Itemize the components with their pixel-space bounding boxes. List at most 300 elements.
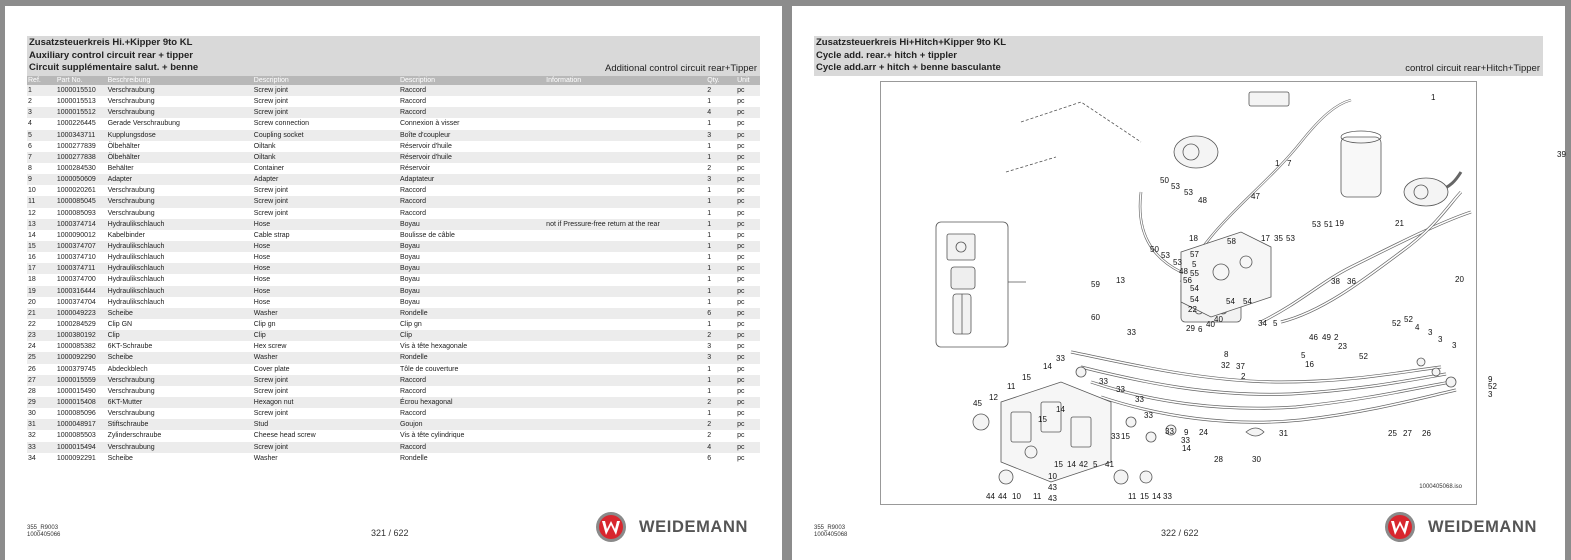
cell-beschreibung: Clip GN [107,320,133,328]
table-row [27,252,760,263]
cell-qty: 2 [707,164,712,172]
cell-part-no: 1000092290 [56,354,96,362]
cell-beschreibung: Scheibe [107,454,133,462]
cell-qty: 1 [707,265,712,273]
callout-label: 14 [1056,405,1065,414]
cell-information [545,308,706,319]
callout-label: 14 [1067,460,1076,469]
cell-description-en: Screw joint [253,198,288,206]
cell-qty: 1 [707,209,712,217]
cell-qty: 1 [707,220,712,228]
cell-beschreibung: Zylinderschraube [107,432,162,440]
callout-label: 46 [1309,333,1318,342]
callout-label: 21 [1395,219,1404,228]
cell-unit: pc [737,276,745,284]
col-ref: Ref. [28,77,41,84]
cell-qty: 2 [707,398,712,406]
callout-label: 5 [1273,319,1278,328]
callout-label: 5 [1301,351,1306,360]
page-header [814,36,1543,76]
cell-qty: 1 [707,98,712,106]
cell-information [545,319,706,330]
cell-beschreibung: Scheibe [107,309,133,317]
cell-unit: pc [737,421,745,429]
callout-label: 53 [1161,251,1170,260]
table-row [27,163,760,174]
callout-label: 53 [1286,234,1295,243]
cell-ref: 34 [28,454,36,462]
cell-part-no: 1000015513 [56,98,96,106]
cell-description-en: Container [253,164,285,172]
cell-information [545,163,706,174]
table-row [27,118,760,129]
callout-label: 53 [1184,188,1193,197]
cell-description-en: Screw joint [253,443,288,451]
cell-qty: 6 [707,454,712,462]
callout-label: 16 [1305,360,1314,369]
cell-description-fr: Raccord [399,376,427,384]
table-row [27,375,760,386]
cell-part-no: 1000092291 [56,454,96,462]
table-row [27,274,760,285]
callout-label: 33 [1099,377,1108,386]
cell-ref: 3 [28,109,32,117]
table-row [27,230,760,241]
cell-description-en: Coupling socket [253,131,304,139]
cell-ref: 27 [28,376,36,384]
callout-label: 31 [1279,429,1288,438]
cell-qty: 2 [707,332,712,340]
title-de: Zusatzsteuerkreis Hi.+Kipper 9to KL [29,37,193,48]
callout-label: 11 [1128,492,1137,501]
callout-label: 14 [1182,444,1191,453]
cell-part-no: 1000015559 [56,376,96,384]
cell-description-en: Screw joint [253,187,288,195]
callout-label: 19 [1335,219,1344,228]
callout-label: 12 [989,393,998,402]
callout-label: 33 [1056,354,1065,363]
cell-unit: pc [737,254,745,262]
cell-description-en: Oiltank [253,153,276,161]
cell-information [545,274,706,285]
cell-qty: 3 [707,354,712,362]
footer-doc-number: 1000405068 [814,532,848,538]
cell-part-no: 1000049223 [56,309,96,317]
cell-qty: 2 [707,87,712,94]
callout-label: 11 [1033,492,1042,501]
cell-part-no: 1000085093 [56,209,96,217]
cell-qty: 1 [707,276,712,284]
cell-description-en: Cable strap [253,231,290,239]
cell-information [545,386,706,397]
cell-beschreibung: Verschraubung [107,87,155,94]
cell-information [545,341,706,352]
weidemann-logo-icon [595,511,627,543]
cell-information [545,230,706,241]
table-row [27,208,760,219]
cell-unit: pc [737,220,745,228]
callout-label: 9 [1184,428,1189,437]
table-row [27,96,760,107]
table-row [27,263,760,274]
callout-label: 37 [1236,362,1245,371]
cell-ref: 17 [28,265,36,273]
cell-description-fr: Vis à tête hexagonale [399,343,468,351]
cell-information [545,364,706,375]
table-row [27,196,760,207]
cell-beschreibung: Ölbehälter [107,142,140,150]
table-row [27,330,760,341]
cell-beschreibung: Verschraubung [107,376,155,384]
table-row [27,107,760,118]
cell-unit: pc [737,332,745,340]
cell-qty: 3 [707,131,712,139]
col-unit: Unit [737,77,750,84]
cell-beschreibung: Adapter [107,176,133,184]
cell-unit: pc [737,176,745,184]
cell-part-no: 1000284530 [56,164,96,172]
callout-label: 32 [1221,361,1230,370]
cell-beschreibung: Verschraubung [107,209,155,217]
callout-label: 1 [1275,159,1280,168]
title-en: Cycle add. rear.+ hitch + tippler [816,49,957,61]
callout-label: 10 [1012,492,1021,501]
table-row [27,453,760,464]
col-qty: Qty. [707,77,720,84]
cell-ref: 25 [28,354,36,362]
callout-label: 34 [1258,319,1267,328]
cell-ref: 10 [28,187,36,195]
callout-label: 57 [1190,250,1199,259]
callout-label: 48 [1179,267,1188,276]
page-subtitle: control circuit rear+Hitch+Tipper [1405,63,1540,74]
table-row [27,219,760,230]
cell-unit: pc [737,387,745,395]
callout-label: 43 [1048,494,1057,503]
table-row [27,130,760,141]
page-number: 321 / 622 [371,528,409,538]
cell-description-en: Cover plate [253,365,290,373]
cell-description-fr: Clip [399,332,413,340]
exploded-parts-diagram [880,81,1566,505]
callout-label: 54 [1190,295,1199,304]
callout-label: 14 [1043,362,1052,371]
cell-unit: pc [737,120,745,128]
weidemann-logo-icon [1384,511,1416,543]
cell-description-en: Screw joint [253,410,288,418]
cell-beschreibung: Clip [107,332,120,340]
footer-code [27,525,60,539]
cell-part-no: 1000277838 [56,153,96,161]
callout-label: 3 [1488,390,1493,399]
cell-description-fr: Connexion à visser [399,120,460,128]
cell-qty: 3 [707,343,712,351]
cell-beschreibung: Hydraulikschlauch [107,298,165,306]
cell-beschreibung: Verschraubung [107,443,155,451]
cell-qty: 1 [707,376,712,384]
brand-name: WEIDEMANN [639,517,748,536]
cell-description-fr: Réservoir d'huile [399,153,452,161]
cell-description-fr: Raccord [399,410,427,418]
title-de: Zusatzsteuerkreis Hi+Hitch+Kipper 9to KL [816,37,1007,48]
cell-description-fr: Vis à tête cylindrique [399,432,465,440]
callout-label: 36 [1347,277,1356,286]
cell-part-no: 1000374714 [56,220,96,228]
hydraulic-circuit-drawing [881,82,1566,506]
cell-description-fr: Goujon [399,421,423,429]
cell-part-no: 1000015494 [56,443,96,451]
callout-label: 30 [1252,455,1261,464]
brand-logo [1384,511,1537,543]
cell-unit: pc [737,142,745,150]
cell-ref: 20 [28,298,36,306]
cell-description-fr: Boyau [399,220,420,228]
callout-label: 53 [1171,182,1180,191]
callout-label: 7 [1287,159,1292,168]
cell-unit: pc [737,242,745,250]
cell-qty: 2 [707,432,712,440]
callout-label: 54 [1190,284,1199,293]
cell-ref: 24 [28,343,36,351]
cell-description-en: Washer [253,454,278,462]
cell-qty: 1 [707,120,712,128]
cell-description-en: Hose [253,254,271,262]
cell-unit: pc [737,164,745,172]
diagram-code: 1000405068.iso [1419,484,1462,490]
cell-description-en: Adapter [253,176,279,184]
callout-label: 43 [1048,483,1057,492]
parts-table [27,76,760,464]
cell-beschreibung: Kupplungsdose [107,131,156,139]
callout-label: 33 [1144,411,1153,420]
cell-part-no: 1000048917 [56,421,96,429]
callout-label: 5 [1192,260,1197,269]
table-row [27,297,760,308]
callout-label: 3 [1438,335,1443,344]
callout-label: 53 [1173,258,1182,267]
cell-ref: 21 [28,309,36,317]
cell-description-fr: Tôle de couverture [399,365,459,373]
footer-doc-number: 1000405066 [27,532,61,538]
cell-description-fr: Boyau [399,287,420,295]
cell-description-fr: Raccord [399,387,427,395]
cell-ref: 11 [28,198,36,206]
cell-unit: pc [737,209,745,217]
cell-information [545,107,706,118]
callout-label: 54 [1243,297,1252,306]
cell-part-no: 1000374707 [56,242,96,250]
cell-information [545,185,706,196]
cell-information [545,263,706,274]
title-en: Auxiliary control circuit rear + tipper [29,49,193,61]
cell-unit: pc [737,320,745,328]
callout-label: 45 [973,399,982,408]
cell-unit: pc [737,198,745,206]
cell-description-en: Screw joint [253,376,288,384]
col-beschreibung: Beschreibung [107,77,151,84]
table-row [27,241,760,252]
col-information: Information [546,77,582,84]
cell-information [545,297,706,308]
footer-model: 355_R9003 [27,525,59,531]
callout-label: 40 [1214,315,1223,324]
cell-description-en: Hose [253,276,271,284]
callout-label: 56 [1183,276,1192,285]
cell-ref: 5 [28,131,32,139]
cell-beschreibung: Kabelbinder [107,231,145,239]
cell-unit: pc [737,398,745,406]
cell-beschreibung: Ölbehälter [107,153,140,161]
cell-unit: pc [737,309,745,317]
cell-ref: 4 [28,120,32,128]
callout-label: 33 [1135,395,1144,404]
cell-unit: pc [737,187,745,195]
cell-ref: 14 [28,231,36,239]
cell-part-no: 1000015510 [56,87,96,94]
callout-label: 33 [1111,432,1120,441]
cell-beschreibung: Verschraubung [107,410,155,418]
callout-label: 13 [1116,276,1125,285]
cell-qty: 1 [707,410,712,418]
callout-label: 33 [1127,328,1136,337]
cell-qty: 2 [707,421,712,429]
cell-beschreibung: Verschraubung [107,187,155,195]
cell-unit: pc [737,131,745,139]
cell-description-fr: Boyau [399,242,420,250]
cell-ref: 19 [28,287,36,295]
callout-label: 27 [1403,429,1412,438]
cell-information [545,141,706,152]
cell-qty: 1 [707,153,712,161]
cell-part-no: 1000374704 [56,298,96,306]
page-header [27,36,760,76]
callout-label: 28 [1214,455,1223,464]
cell-description-en: Stud [253,421,269,429]
cell-beschreibung: 6KT-Schraube [107,343,153,351]
callout-label: 59 [1091,280,1100,289]
cell-ref: 6 [28,142,32,150]
cell-qty: 1 [707,287,712,295]
cell-information [545,96,706,107]
cell-ref: 7 [28,153,32,161]
cell-qty: 1 [707,242,712,250]
cell-ref: 16 [28,254,36,262]
cell-information [545,208,706,219]
cell-description-en: Hose [253,242,271,250]
table-row [27,364,760,375]
brand-logo [595,511,748,543]
cell-unit: pc [737,432,745,440]
cell-part-no: 1000374711 [56,265,96,273]
cell-information [545,174,706,185]
cell-description-en: Hose [253,265,271,273]
table-header [27,76,760,85]
cell-description-fr: Raccord [399,443,427,451]
cell-part-no: 1000284529 [56,320,96,328]
title-fr: Cycle add.arr + hitch + benne basculante [816,62,1001,73]
callout-label: 52 [1488,382,1497,391]
cell-description-en: Screw joint [253,109,288,117]
table-body [27,85,760,464]
callout-label: 11 [1007,382,1016,391]
cell-information [545,130,706,141]
cell-ref: 12 [28,209,36,217]
cell-ref: 30 [28,410,36,418]
cell-beschreibung: Scheibe [107,354,133,362]
page-321 [5,6,782,560]
cell-description-fr: Boyau [399,254,420,262]
callout-label: 33 [1163,492,1172,501]
callout-label: 55 [1190,269,1199,278]
callout-label: 52 [1359,352,1368,361]
cell-unit: pc [737,454,745,462]
cell-qty: 4 [707,109,712,117]
cell-ref: 33 [28,443,36,451]
brand-name: WEIDEMANN [1428,517,1537,536]
cell-unit: pc [737,365,745,373]
callout-label: 26 [1422,429,1431,438]
cell-description-en: Washer [253,309,278,317]
cell-ref: 15 [28,242,36,250]
col-description-fr: Description [399,77,435,84]
callout-label: 53 [1312,220,1321,229]
cell-description-fr: Rondelle [399,454,428,462]
cell-description-fr: Clip gn [399,320,422,328]
cell-unit: pc [737,443,745,451]
table-row [27,141,760,152]
col-description-en: Description [253,77,289,84]
cell-information [545,352,706,363]
table-row [27,352,760,363]
table-row [27,386,760,397]
cell-description-en: Cheese head screw [253,432,316,440]
callout-label: 17 [1261,234,1270,243]
cell-beschreibung: Abdeckblech [107,365,148,373]
cell-unit: pc [737,265,745,273]
cell-beschreibung: Hydraulikschlauch [107,287,165,295]
cell-description-en: Screw joint [253,98,288,106]
callout-label: 35 [1274,234,1283,243]
cell-ref: 29 [28,398,36,406]
callout-label: 60 [1091,313,1100,322]
table-row [27,430,760,441]
cell-description-en: Screw joint [253,87,288,94]
cell-part-no: 1000020261 [56,187,96,195]
callout-label: 41 [1105,460,1114,469]
callout-label: 39 [1557,150,1566,159]
cell-ref: 23 [28,332,36,340]
cell-description-fr: Raccord [399,187,427,195]
callout-label: 52 [1392,319,1401,328]
cell-beschreibung: Behälter [107,164,134,172]
cell-ref: 9 [28,176,32,184]
cell-part-no: 1000380192 [56,332,96,340]
callout-label: 2 [1334,333,1339,342]
cell-information [545,397,706,408]
callout-label: 40 [1206,320,1215,329]
cell-description-en: Hose [253,220,271,228]
cell-qty: 1 [707,142,712,150]
cell-part-no: 1000277839 [56,142,96,150]
cell-information [545,252,706,263]
col-part-no: Part No. [56,77,83,84]
callout-label: 33 [1165,427,1174,436]
callout-label: 20 [1455,275,1464,284]
callout-label: 15 [1038,415,1047,424]
callout-label: 54 [1226,297,1235,306]
callout-label: 6 [1198,325,1203,334]
cell-beschreibung: 6KT-Mutter [107,398,143,406]
